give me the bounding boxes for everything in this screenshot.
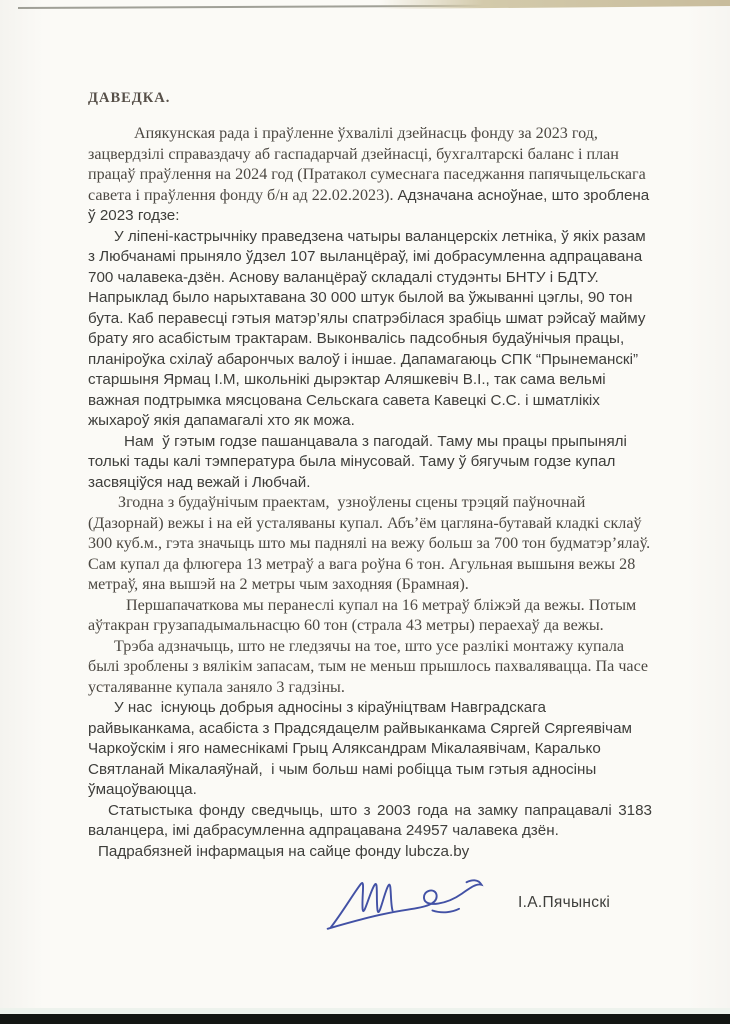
text-segment-sans: У нас існуюць добрыя адносіны з кіраўніцтвам Навградскага райвыканкама, асабіста з Прадсядацелм райвыканкама Сяргей Сяргеявічам Чаркоўскім і яго намеснікамі Грыц Аляксандрам Мікалаявічам, Каралько Святланай Мікалаяўнай, і чым больш намі робіцца тым гэтыя адносіны ўмацоўваюцца. <box>88 699 637 798</box>
text-segment-sans: Статыстыка фонду сведчыць, што з 2003 года на замку папрацавалі 3183 валанцера, імі дабрасумленна адпрацавана 24957 чалавека дзён. <box>88 801 657 839</box>
text-segment-sans: У ліпені-кастрычніку праведзена чатыры валанцерскіх летніка, ў якіх разам з Любчанамі прыняло ўдзел 107 выланцёраў, імі добрасумленна адпрацавана 700 чалавека-дзён. Аснову валанцёраў складалі студэнты БНТУ і БДТУ. Напрыклад было нарыхтавана 30 000 штук былой ва ўжыванні цэглы, 90 тон бута. Каб перавесці гэтыя матэр’ялы спатрэбілася зрабіць шмат рэйсаў майму брату яго асабістым трактарам. Выконвалісь падсобныя будаўнічыя працы, планіроўка схілаў абарончых валоў і іншае. Дапамагаюць СПК “Прынеманскі” старшыня Ярмац І.М, школьнікі дырэктар Аляшкевіч В.І., так сама вельмі важная подтрымка мясцована Сельскага савета Кавецкі С.С. і шматлікіх жыхароў якія дапамагалі хто як можа. <box>88 227 650 429</box>
paragraph <box>88 124 652 227</box>
document-content <box>88 90 657 934</box>
scan-background-strip <box>378 0 730 9</box>
text-segment-serif: Першапачаткова мы перанеслі купал на 16 метраў бліжэй да вежы. Потым аўтакран грузападымальнасцю 60 тон (страла 43 метры) пераехаў да вежы. <box>88 596 641 634</box>
text-segment-sans: Нам ў гэтым годзе пашанцавала з пагодай. Таму мы працы прыпынялі толькі тады калі тэмпература была мінусовай. Таму ў бягучым годзе купал засвяціўся над вежай і Любчай. <box>88 432 632 491</box>
paragraph <box>88 801 657 842</box>
paragraph <box>88 596 652 637</box>
document-body <box>88 124 657 862</box>
paragraph <box>88 493 655 596</box>
document-title: ДАВЕДКА. <box>88 90 171 106</box>
paragraph <box>88 698 652 801</box>
paragraph <box>88 432 652 494</box>
text-segment-serif: Апякунская рада і праўленне ўхвалілі дзейнасць фонду за 2023 год, зацвердзілі справаздачу аб гаспадарчай дзейнасці, бухгалтарскі баланс і план працаў праўлення на 2024 год (Пратакол сумеснага паседжання папячыцельскага савета і праўлення фонду б/н ад 22.02.2023). <box>88 125 650 204</box>
text-segment-sans: Адзначана асноўнае, што зроблена ў 2023 годзе: <box>88 186 654 224</box>
signature-block <box>326 872 652 934</box>
paragraph <box>88 842 652 863</box>
paragraph <box>88 637 652 699</box>
text-segment-serif: Трэба адзначыць, што не гледзячы на тое, што усе разлікі монтажу купала былі зроблены з вялікім запасам, тым не меньш прышлось пахвалявацца. Па часе усталяванне купала заняло 3 гадзіны. <box>88 637 653 696</box>
text-segment-serif: Згодна з будаўнічым праектам, узноўлены сцены трэцяй паўночнай (Дазорнай) вежы і на ей усталяваны купал. Абъ’ём цагляна-бутавай кладкі склаў 300 куб.м., гэта значыць што мы паднялі на вежу больш за 700 тон будматэр’ялаў. Сам купал да флюгера 13 метраў а вага роўна 6 тон. Агульная вышыня вежы 28 метраў, яна вышэй на 2 метры чым заходняя (Брамная). <box>88 494 655 593</box>
handwritten-signature-icon <box>326 873 484 933</box>
signatory-name: І.А.Пячынскі <box>518 894 611 911</box>
paragraph <box>88 227 652 432</box>
text-segment-sans: Падрабязней інфармацыя на сайце фонду lubcza.by <box>98 842 470 860</box>
scan-bottom-edge-bar <box>0 1014 730 1024</box>
